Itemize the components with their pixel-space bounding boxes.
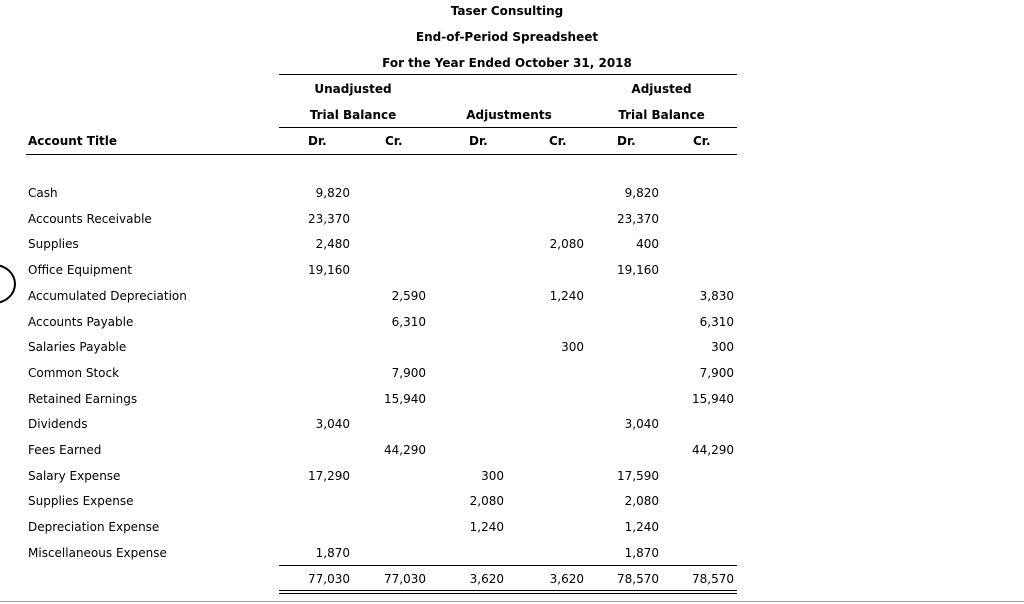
utb-dr-header: Dr. (308, 134, 327, 148)
account-title: Accumulated Depreciation (28, 288, 187, 303)
account-title: Miscellaneous Expense (28, 545, 167, 560)
table-row (0, 186, 1024, 204)
atb-cr-cell: 6,310 (699, 314, 734, 329)
atb-cr-cell: 44,290 (692, 443, 734, 457)
total-adj-cr: 3,620 (549, 572, 584, 586)
account-title: Fees Earned (28, 443, 102, 457)
unadjusted-tb-label: Trial Balance (309, 108, 397, 122)
utb-dr-cell: 2,480 (315, 237, 350, 252)
utb-cr-cell: 7,900 (391, 365, 426, 380)
table-row (0, 469, 1024, 487)
totals-row (0, 572, 1024, 590)
total-utb-dr: 77,030 (308, 572, 350, 586)
adj-dr-header: Dr. (469, 134, 488, 148)
adj-cr-cell: 2,080 (549, 237, 584, 252)
atb-dr-cell: 2,080 (624, 494, 659, 509)
table-row (0, 340, 1024, 358)
utb-cr-cell: 44,290 (384, 443, 426, 457)
utb-cr-cell: 6,310 (391, 314, 426, 329)
table-row (0, 315, 1024, 333)
utb-cr-cell: 2,590 (391, 288, 426, 303)
atb-dr-cell: 3,040 (624, 417, 659, 432)
atb-cr-cell: 15,940 (692, 391, 734, 406)
account-title: Accounts Receivable (28, 211, 152, 226)
table-row (0, 520, 1024, 538)
account-title: Dividends (28, 417, 88, 432)
atb-dr-cell: 1,870 (624, 545, 659, 560)
utb-dr-cell: 3,040 (315, 417, 350, 432)
report-title: End-of-Period Spreadsheet (415, 30, 599, 44)
unadjusted-label: Unadjusted (314, 82, 392, 96)
account-title-header: Account Title (28, 134, 118, 148)
account-title: Retained Earnings (28, 391, 138, 406)
table-row (0, 417, 1024, 435)
account-title: Salaries Payable (28, 340, 127, 355)
table-row (0, 546, 1024, 564)
atb-dr-cell: 23,370 (617, 211, 659, 226)
adj-dr-cell: 2,080 (469, 494, 504, 509)
totals-double-rule-1 (279, 590, 737, 591)
account-title: Common Stock (28, 365, 120, 380)
atb-cr-cell: 300 (711, 340, 734, 355)
utb-dr-cell: 19,160 (308, 263, 350, 278)
atb-cr-cell: 3,830 (699, 288, 734, 303)
adjusted-tb-label: Trial Balance (618, 108, 705, 122)
account-title: Depreciation Expense (28, 520, 160, 535)
table-row (0, 392, 1024, 410)
total-adj-dr: 3,620 (469, 572, 504, 586)
adj-dr-cell: 1,240 (469, 520, 504, 535)
column-header-rule (26, 154, 737, 155)
total-atb-cr: 78,570 (692, 572, 734, 586)
bottom-border (0, 601, 1024, 602)
subheader-rule (279, 127, 737, 128)
adj-dr-cell: 300 (481, 468, 504, 483)
account-title: Office Equipment (28, 263, 132, 278)
report-period: For the Year Ended October 31, 2018 (382, 56, 632, 70)
total-atb-dr: 78,570 (617, 572, 659, 586)
table-row (0, 494, 1024, 512)
adj-cr-cell: 300 (561, 340, 584, 355)
adjustments-label: Adjustments (466, 108, 552, 122)
company-name: Taser Consulting (450, 4, 564, 18)
table-row (0, 443, 1024, 461)
account-title: Supplies Expense (28, 494, 134, 509)
utb-dr-cell: 9,820 (315, 186, 350, 200)
account-title: Accounts Payable (28, 314, 134, 329)
atb-cr-cell: 7,900 (699, 365, 734, 380)
atb-dr-cell: 9,820 (624, 186, 659, 200)
adj-cr-header: Cr. (549, 134, 567, 148)
atb-cr-header: Cr. (693, 134, 711, 148)
table-row (0, 237, 1024, 255)
account-title: Salary Expense (28, 468, 121, 483)
account-title: Supplies (28, 237, 79, 252)
table-row (0, 263, 1024, 281)
table-row (0, 289, 1024, 307)
utb-dr-cell: 17,290 (308, 468, 350, 483)
atb-dr-cell: 17,590 (617, 468, 659, 483)
account-title: Cash (28, 186, 58, 200)
utb-cr-cell: 15,940 (384, 391, 426, 406)
atb-dr-cell: 1,240 (624, 520, 659, 535)
atb-dr-header: Dr. (617, 134, 636, 148)
utb-dr-cell: 1,870 (315, 545, 350, 560)
adj-cr-cell: 1,240 (549, 288, 584, 303)
utb-dr-cell: 23,370 (308, 211, 350, 226)
total-utb-cr: 77,030 (384, 572, 426, 586)
atb-dr-cell: 400 (636, 237, 659, 252)
table-row (0, 212, 1024, 230)
totals-top-rule (279, 565, 737, 566)
totals-double-rule-2 (279, 593, 737, 594)
table-row (0, 366, 1024, 384)
atb-dr-cell: 19,160 (617, 263, 659, 278)
utb-cr-header: Cr. (385, 134, 403, 148)
adjusted-label: Adjusted (631, 82, 692, 96)
header-top-rule (279, 74, 737, 75)
